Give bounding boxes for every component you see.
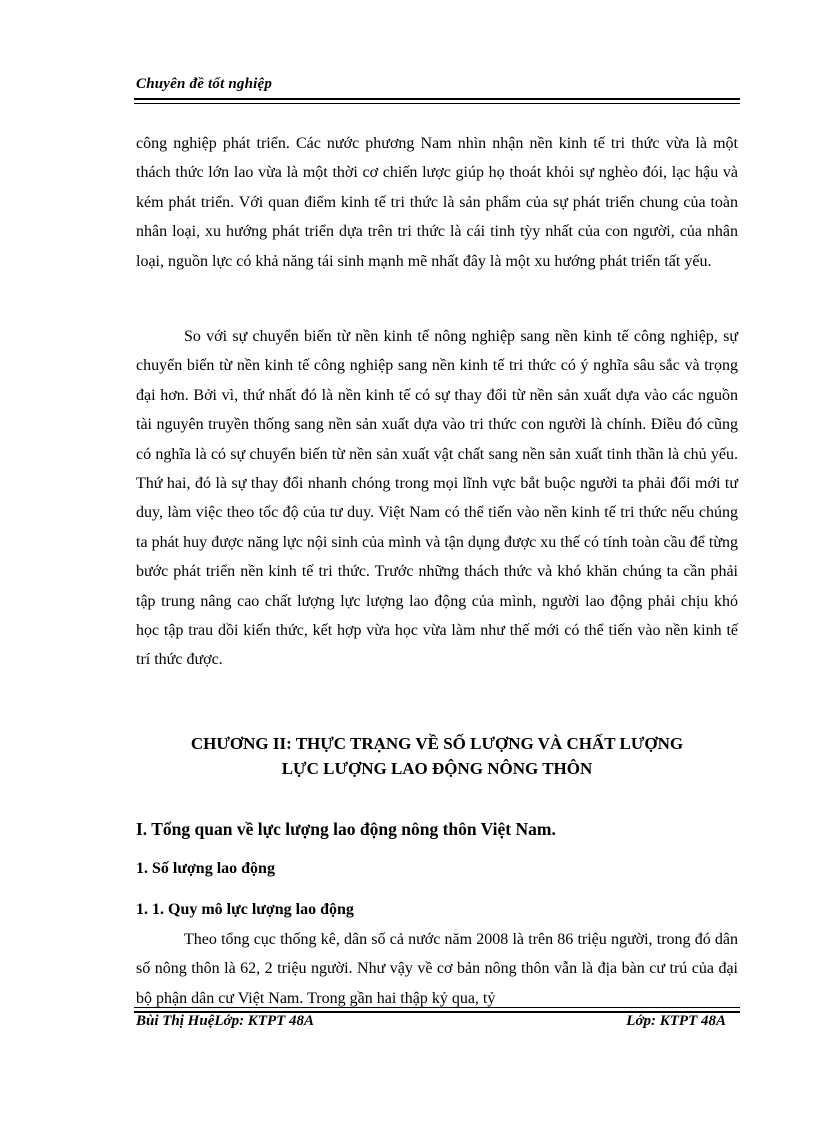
header-divider-thin — [134, 103, 740, 104]
header-title: Chuyên đề tốt nghiệp — [136, 76, 273, 92]
section-heading: I. Tổng quan về lực lượng lao động nông thôn Việt Nam. — [136, 819, 556, 839]
body-paragraph-3: Theo tổng cục thống kê, dân số cả nước năm 2008 là trên 86 triệu người, trong đó dân số nông thôn là 62, 2 triệu người. Như vậy về cơ bản nông thôn vẫn là địa bàn cư trú của đại bộ phận dân cư Việt Nam. Trong gần hai thập kỷ qua, tỷ — [136, 931, 738, 1007]
body-paragraph-1: công nghiệp phát triển. Các nước phương Nam nhìn nhận nền kinh tế tri thức vừa là một thách thức lớn lao vừa là một thời cơ chiến lược giúp họ thoát khỏi sự nghèo đói, lạc hậu và kém phát triển. Với quan điểm kinh tế tri thức là sản phẩm của sự phát triển chung của toàn nhân loại, xu hướng phát triển dựa trên tri thức là cái tinh tỳy nhất của con người, của nhân loại, nguồn lực có khả năng tái sinh mạnh mẽ nhất đây là một xu hướng phát triển tất yếu. — [136, 135, 738, 270]
subsection-heading: 1. Số lượng lao động — [136, 860, 275, 877]
chapter-heading — [136, 731, 738, 781]
footer-author: Bùi Thị HuệLớp: KTPT 48A — [136, 1013, 315, 1029]
subsubsection-heading: 1. 1. Quy mô lực lượng lao động — [136, 901, 354, 918]
body-paragraph-2: So với sự chuyển biến từ nền kinh tế nông nghiệp sang nền kinh tế công nghiệp, sự chuyển biến từ nền kinh tế công nghiệp sang nền kinh tế tri thức có ý nghĩa sâu sắc và trọng đại hơn. Bởi vì, thứ nhất đó là nền kinh tế có sự thay đổi từ nền sản xuất dựa vào các nguồn tài nguyên truyền thống sang nền sản xuất dựa vào tri thức con người là chính. Điều đó cũng có nghĩa là có sự chuyển biến từ nền sản xuất vật chất sang nền sản xuất tinh thần là chủ yếu. Thứ hai, đó là sự thay đổi nhanh chóng trong mọi lĩnh vực bắt buộc người ta phải đổi mới tư duy, làm việc theo tốc độ của tư duy. Việt Nam có thể tiến vào nền kinh tế tri thức nếu chúng ta phát huy được năng lực nội sinh của mình và tận dụng được xu thế có tính toàn cầu để từng bước phát triển nền kinh tế tri thức. Trước những thách thức và khó khăn chúng ta cần phải tập trung nâng cao chất lượng lực lượng lao động của mình, người lao động phải chịu khó học tập trau dồi kiến thức, kết hợp vừa học vừa làm như thế mới có thể tiến vào nền kinh tế trí thức được. — [136, 328, 738, 669]
footer-class: Lớp: KTPT 48A — [626, 1013, 726, 1029]
chapter-heading-line-2: LỰC LƯỢNG LAO ĐỘNG NÔNG THÔN — [281, 759, 593, 778]
footer-divider-thin — [134, 1007, 740, 1008]
header-divider-thick — [134, 98, 740, 100]
chapter-heading-line-1: CHƯƠNG II: THỰC TRẠNG VỀ SỐ LƯỢNG VÀ CHẤT LƯỢNG — [190, 734, 684, 753]
